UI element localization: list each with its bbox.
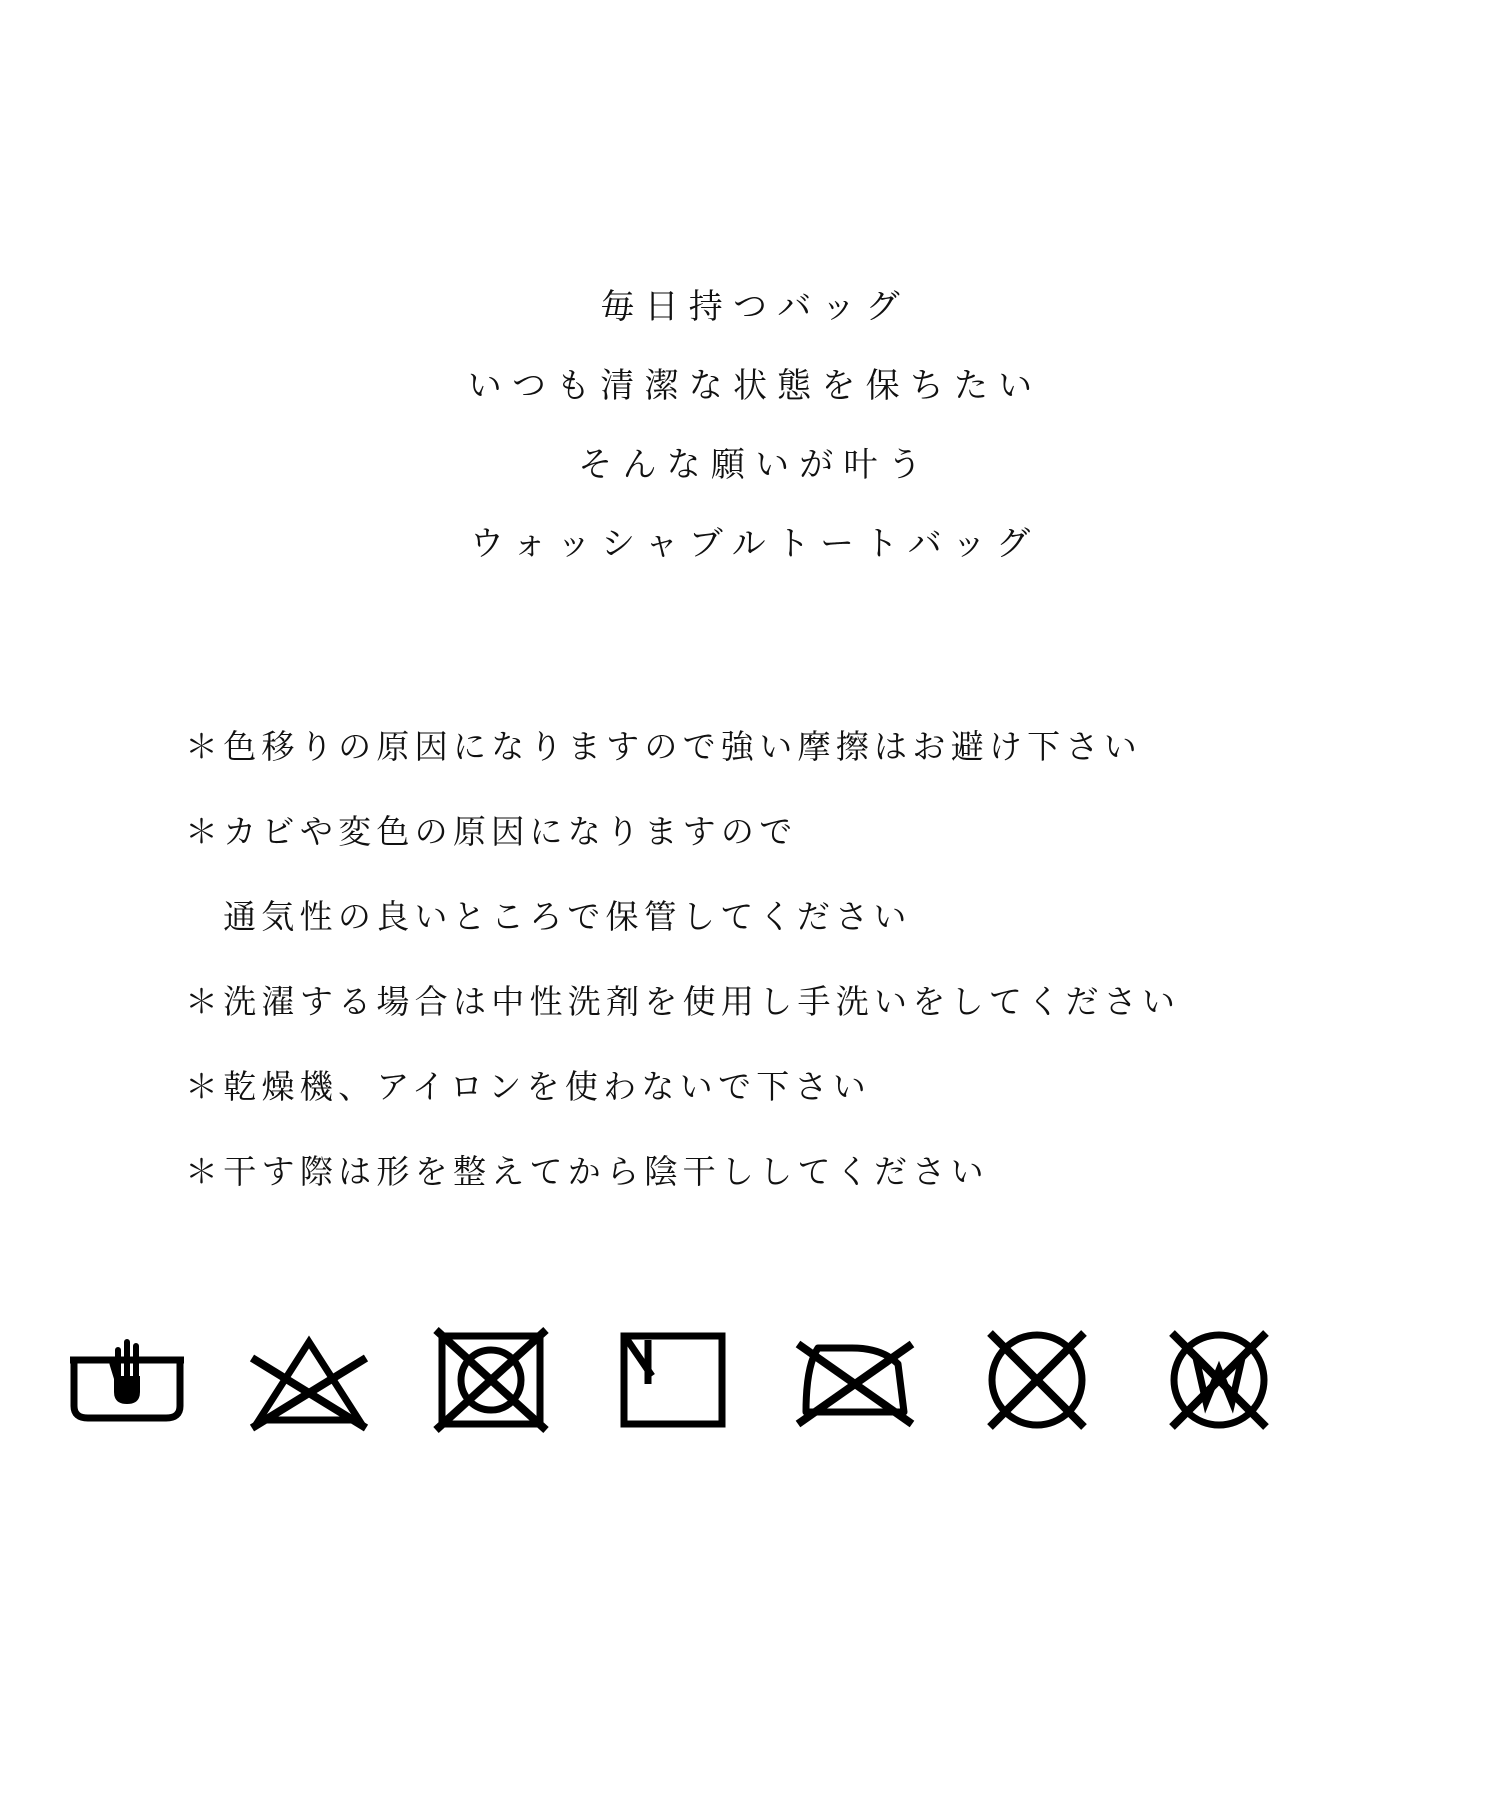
care-note-2-continued: 通気性の良いところで保管してください bbox=[223, 897, 912, 936]
care-note-5: ＊干す際は形を整えてから陰干ししてください bbox=[185, 1152, 989, 1191]
headline-block bbox=[0, 287, 1500, 564]
care-note-1: ＊色移りの原因になりますので強い摩擦はお避け下さい bbox=[185, 727, 1143, 766]
headline-line-1: 毎日持つバッグ bbox=[600, 287, 910, 327]
headline-line-2: いつも清潔な状態を保ちたい bbox=[467, 366, 1043, 406]
care-note-3: ＊洗濯する場合は中性洗剤を使用し手洗いをしてください bbox=[185, 982, 1181, 1021]
care-notes-block bbox=[185, 727, 1385, 1191]
headline-line-3: そんな願いが叶う bbox=[578, 445, 932, 485]
care-symbols-row bbox=[62, 1320, 1442, 1440]
do-not-iron-icon bbox=[790, 1320, 920, 1440]
do-not-dry-clean-icon bbox=[972, 1320, 1102, 1440]
hand-wash-icon bbox=[62, 1320, 192, 1440]
do-not-bleach-icon bbox=[244, 1320, 374, 1440]
do-not-wet-clean-icon bbox=[1154, 1320, 1284, 1440]
headline-line-4: ウォッシャブルトートバッグ bbox=[469, 524, 1041, 564]
do-not-tumble-dry-icon bbox=[426, 1320, 556, 1440]
care-note-4: ＊乾燥機、アイロンを使わないで下さい bbox=[185, 1067, 872, 1106]
care-note-2: ＊カビや変色の原因になりますので bbox=[185, 812, 798, 851]
drip-dry-in-shade-icon bbox=[608, 1320, 738, 1440]
